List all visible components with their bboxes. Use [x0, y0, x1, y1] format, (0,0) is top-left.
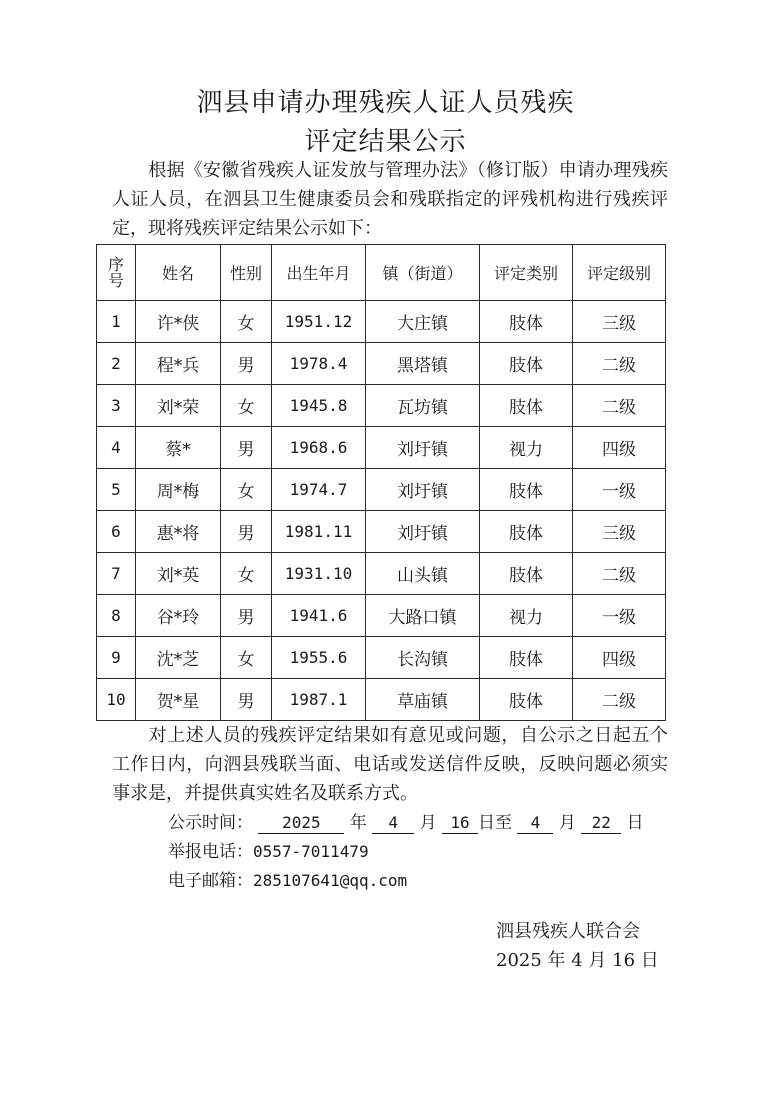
cell-category: 肢体 — [480, 385, 573, 427]
cell-category: 肢体 — [480, 511, 573, 553]
cell-town: 草庙镇 — [366, 679, 480, 721]
table-row — [97, 595, 666, 637]
cell-town: 刘圩镇 — [366, 427, 480, 469]
cell-level: 一级 — [573, 469, 666, 511]
table-body — [97, 301, 666, 721]
period-to-text: 日至 — [478, 813, 513, 833]
cell-gender: 女 — [221, 385, 272, 427]
cell-category: 肢体 — [480, 553, 573, 595]
cell-level: 三级 — [573, 511, 666, 553]
header-name: 姓名 — [136, 245, 221, 301]
cell-name: 蔡* — [136, 427, 221, 469]
cell-seq: 10 — [97, 679, 136, 721]
cell-seq: 8 — [97, 595, 136, 637]
cell-level: 二级 — [573, 679, 666, 721]
table-row — [97, 637, 666, 679]
cell-category: 视力 — [480, 595, 573, 637]
header-seq: 序 号 — [97, 245, 136, 301]
cell-seq: 6 — [97, 511, 136, 553]
results-table — [96, 244, 666, 721]
signature-date: 2025 年 4 月 16 日 — [496, 950, 659, 971]
table-row — [97, 427, 666, 469]
cell-birth: 1951.12 — [272, 301, 366, 343]
period-start-month: 4 — [372, 813, 414, 834]
cell-birth: 1978.4 — [272, 343, 366, 385]
cell-name: 谷*玲 — [136, 595, 221, 637]
period-year-unit: 年 — [349, 813, 367, 833]
cell-category: 肢体 — [480, 679, 573, 721]
cell-seq: 5 — [97, 469, 136, 511]
email-address: 285107641@qq.com — [253, 871, 408, 890]
cell-name: 周*梅 — [136, 469, 221, 511]
table-row — [97, 511, 666, 553]
cell-gender: 男 — [221, 595, 272, 637]
cell-birth: 1945.8 — [272, 385, 366, 427]
cell-seq: 4 — [97, 427, 136, 469]
cell-level: 二级 — [573, 553, 666, 595]
cell-birth: 1981.11 — [272, 511, 366, 553]
cell-town: 长沟镇 — [366, 637, 480, 679]
cell-seq: 2 — [97, 343, 136, 385]
cell-seq: 9 — [97, 637, 136, 679]
page-title: 泗县申请办理残疾人证人员残疾 — [196, 88, 575, 118]
cell-gender: 女 — [221, 553, 272, 595]
cell-town: 刘圩镇 — [366, 511, 480, 553]
header-birth: 出生年月 — [272, 245, 366, 301]
cell-level: 四级 — [573, 637, 666, 679]
cell-gender: 女 — [221, 469, 272, 511]
cell-birth: 1931.10 — [272, 553, 366, 595]
period-label: 公示时间： — [168, 813, 253, 833]
cell-level: 三级 — [573, 301, 666, 343]
email-label: 电子邮箱： — [168, 871, 253, 891]
cell-birth: 1955.6 — [272, 637, 366, 679]
cell-gender: 男 — [221, 511, 272, 553]
table-row — [97, 301, 666, 343]
cell-birth: 1987.1 — [272, 679, 366, 721]
cell-name: 惠*将 — [136, 511, 221, 553]
period-month-unit: 月 — [419, 813, 437, 833]
table-row — [97, 679, 666, 721]
period-start-day: 16 — [442, 813, 478, 834]
table-row — [97, 343, 666, 385]
cell-town: 大庄镇 — [366, 301, 480, 343]
cell-gender: 男 — [221, 679, 272, 721]
cell-category: 肢体 — [480, 301, 573, 343]
cell-seq: 1 — [97, 301, 136, 343]
period-day-unit: 日 — [626, 813, 644, 833]
cell-gender: 女 — [221, 301, 272, 343]
cell-category: 肢体 — [480, 469, 573, 511]
cell-seq: 3 — [97, 385, 136, 427]
table-row — [97, 385, 666, 427]
period-year: 2025 — [258, 813, 344, 834]
intro-paragraph — [112, 156, 668, 243]
header-level: 评定级别 — [573, 245, 666, 301]
intro-text: 根据《安徽省残疾人证发放与管理办法》（修订版）申请办理残疾人证人员，在泗县卫生健康委员会和残联指定的评残机构进行残疾评定，现将残疾评定结果公示如下： — [112, 160, 668, 239]
phone-number: 0557-7011479 — [253, 842, 369, 861]
cell-name: 沈*芝 — [136, 637, 221, 679]
header-town: 镇（街道） — [366, 245, 480, 301]
cell-category: 视力 — [480, 427, 573, 469]
cell-town: 刘圩镇 — [366, 469, 480, 511]
notice-text: 对上述人员的残疾评定结果如有意见或问题，自公示之日起五个工作日内，向泗县残联当面、电话或发送信件反映，反映问题必须实事求是，并提供真实姓名及联系方式。 — [112, 725, 668, 804]
email-line — [168, 866, 407, 891]
period-end-month: 4 — [517, 813, 553, 834]
period-end-day: 22 — [581, 813, 621, 834]
cell-name: 刘*荣 — [136, 385, 221, 427]
cell-birth: 1968.6 — [272, 427, 366, 469]
notice-paragraph — [112, 721, 668, 808]
table-header-row — [97, 245, 666, 301]
cell-name: 刘*英 — [136, 553, 221, 595]
cell-town: 山头镇 — [366, 553, 480, 595]
cell-gender: 男 — [221, 427, 272, 469]
cell-category: 肢体 — [480, 343, 573, 385]
cell-level: 二级 — [573, 385, 666, 427]
cell-town: 大路口镇 — [366, 595, 480, 637]
period-month-unit-2: 月 — [558, 813, 576, 833]
header-gender: 性别 — [221, 245, 272, 301]
phone-line — [168, 837, 369, 862]
cell-name: 程*兵 — [136, 343, 221, 385]
header-category: 评定类别 — [480, 245, 573, 301]
cell-category: 肢体 — [480, 637, 573, 679]
table-row — [97, 553, 666, 595]
phone-label: 举报电话： — [168, 842, 253, 862]
cell-level: 一级 — [573, 595, 666, 637]
cell-town: 黑塔镇 — [366, 343, 480, 385]
cell-level: 二级 — [573, 343, 666, 385]
cell-seq: 7 — [97, 553, 136, 595]
cell-birth: 1974.7 — [272, 469, 366, 511]
notice-period — [168, 808, 644, 834]
cell-town: 瓦坊镇 — [366, 385, 480, 427]
page-subtitle: 评定结果公示 — [304, 127, 467, 157]
cell-name: 许*侠 — [136, 301, 221, 343]
signature-org: 泗县残疾人联合会 — [496, 921, 640, 942]
cell-birth: 1941.6 — [272, 595, 366, 637]
cell-gender: 女 — [221, 637, 272, 679]
cell-name: 贺*星 — [136, 679, 221, 721]
cell-level: 四级 — [573, 427, 666, 469]
cell-gender: 男 — [221, 343, 272, 385]
table-row — [97, 469, 666, 511]
